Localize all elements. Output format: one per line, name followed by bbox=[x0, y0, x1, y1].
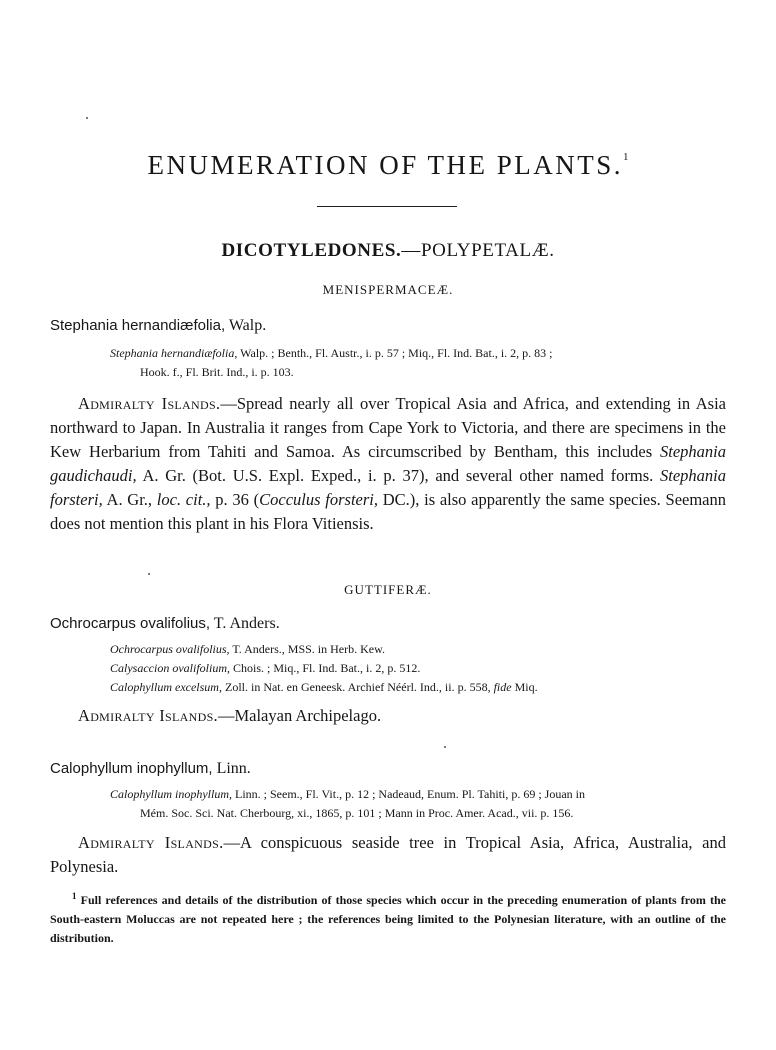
paragraph-taxon: Cocculus forsteri, bbox=[259, 490, 378, 509]
species-author: Linn. bbox=[212, 760, 251, 777]
reference-list bbox=[110, 640, 725, 697]
reference-taxon: Calophyllum inophyllum, bbox=[110, 787, 232, 801]
reference-line bbox=[110, 804, 725, 823]
reference-citation: Walp. ; Benth., Fl. Austr., i. p. 57 ; Miq., Fl. Ind. Bat., i. 2, p. 83 ; bbox=[237, 346, 553, 360]
print-speck bbox=[86, 117, 88, 119]
paragraph-text: —A conspicuous seaside tree in Tropical Asia, Africa, Australia, and Polynesia. bbox=[50, 833, 726, 876]
reference-list bbox=[110, 785, 725, 823]
reference-fide: fide bbox=[493, 680, 512, 694]
paragraph-text: p. 36 ( bbox=[210, 490, 260, 509]
species-name: Ochrocarpus ovalifolius, bbox=[50, 615, 211, 632]
section-heading-sub: —POLYPETALÆ. bbox=[401, 240, 555, 261]
paragraph-text: DC.), is also apparently the same species. Seemann does not mention this plant in his Flora Vitiensis. bbox=[50, 490, 727, 533]
footnote bbox=[50, 887, 726, 948]
section-heading bbox=[0, 240, 776, 262]
species-name: Calophyllum inophyllum, bbox=[50, 760, 213, 777]
paragraph-text: A. Gr., bbox=[102, 490, 157, 509]
reference-citation: Hook. f., Fl. Brit. Ind., i. p. 103. bbox=[140, 365, 294, 379]
species-heading bbox=[50, 615, 280, 633]
paragraph-text: —Malayan Archipelago. bbox=[217, 706, 382, 725]
species-heading bbox=[50, 317, 266, 335]
distribution-paragraph bbox=[50, 704, 726, 728]
locality-label: Admiralty Islands. bbox=[78, 706, 218, 725]
section-heading-main: DICOTYLEDONES. bbox=[221, 240, 402, 261]
family-heading: MENISPERMACEÆ. bbox=[322, 282, 454, 297]
reference-citation: Linn. ; Seem., Fl. Vit., p. 12 ; Nadeaud, Enum. Pl. Tahiti, p. 69 ; Jouan in bbox=[232, 787, 585, 801]
paragraph-text: —Spread nearly all over Tropical Asia and Africa, and extending in Asia northward to Japan. In Australia it ranges from Cape York to Victoria, and there are specimens in the Kew Herbarium from Tahiti and Samoa. As circumscribed by Bentham, this includes bbox=[50, 394, 726, 461]
reference-line bbox=[110, 785, 725, 804]
distribution-paragraph bbox=[50, 831, 726, 879]
reference-taxon: Ochrocarpus ovalifolius, bbox=[110, 642, 230, 656]
distribution-paragraph bbox=[50, 392, 726, 536]
reference-taxon: Calysaccion ovalifolium, bbox=[110, 661, 230, 675]
reference-list bbox=[110, 344, 725, 382]
print-speck bbox=[444, 746, 446, 748]
reference-citation: Chois. ; Miq., Fl. Ind. Bat., i. 2, p. 512. bbox=[229, 661, 421, 675]
species-heading bbox=[50, 760, 251, 778]
page-title-text: ENUMERATION OF THE PLANTS. bbox=[147, 150, 623, 180]
paragraph-taxon: Stephania forsteri, bbox=[50, 466, 726, 509]
reference-citation: Mém. Soc. Sci. Nat. Cherbourg, xi., 1865, p. 101 ; Mann in Proc. Amer. Acad., vii. p. 156. bbox=[140, 806, 574, 820]
locality-label: Admiralty Islands. bbox=[78, 394, 221, 413]
locality-label: Admiralty Islands. bbox=[78, 833, 224, 852]
footnote-mark: 1 bbox=[72, 891, 77, 901]
species-author: T. Anders. bbox=[210, 615, 280, 632]
paragraph-taxon: Stephania gaudichaudi, bbox=[50, 442, 726, 485]
species-name: Stephania hernandiæfolia, bbox=[50, 317, 226, 334]
reference-line bbox=[110, 659, 725, 678]
reference-line bbox=[110, 640, 725, 659]
family-heading: GUTTIFERÆ. bbox=[344, 582, 432, 597]
paragraph-text: A. Gr. (Bot. U.S. Expl. Exped., i. p. 37), and several other named forms. bbox=[136, 466, 660, 485]
print-speck bbox=[148, 573, 150, 575]
reference-line bbox=[110, 344, 725, 363]
footnote-text: Full references and details of the distribution of those species which occur in the preceding enumeration of plants from the South-eastern Moluccas are not repeated here ; the references being limited to the Polynesian literature, with an outline of the distribution. bbox=[50, 893, 726, 945]
reference-citation: Miq. bbox=[511, 680, 538, 694]
species-author: Walp. bbox=[225, 317, 267, 334]
reference-citation: T. Anders., MSS. in Herb. Kew. bbox=[229, 642, 385, 656]
reference-line bbox=[110, 678, 725, 697]
footnote-reference-mark: 1 bbox=[623, 151, 629, 163]
paragraph-citation: loc. cit., bbox=[156, 490, 211, 509]
reference-taxon: Calophyllum excelsum, bbox=[110, 680, 222, 694]
reference-taxon: Stephania hernandiæfolia, bbox=[110, 346, 238, 360]
page-title bbox=[0, 150, 776, 181]
title-divider bbox=[317, 206, 457, 207]
reference-line bbox=[110, 363, 725, 382]
reference-citation: Zoll. in Nat. en Geneesk. Archief Néérl. Ind., ii. p. 558, bbox=[221, 680, 494, 694]
